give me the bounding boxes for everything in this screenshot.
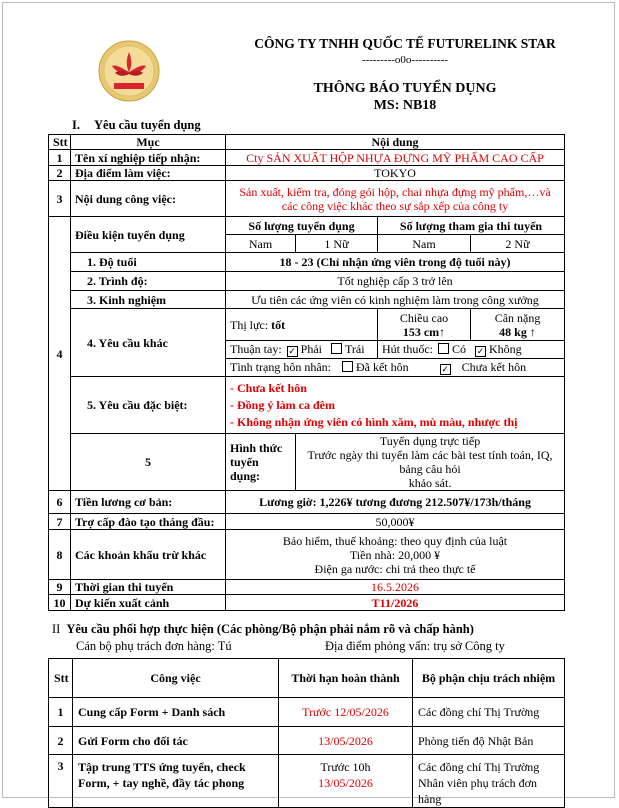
header-muc: Mục xyxy=(71,135,226,150)
row5-line3: khảo sát. xyxy=(408,476,452,490)
contact-person: Cán bộ phụ trách đơn hàng: Tú xyxy=(76,639,232,653)
row3-value xyxy=(226,181,565,217)
row7-stt: 7 xyxy=(49,514,71,530)
trinhdo-label: 2. Trình độ: xyxy=(71,272,226,291)
kinhnghiem-value: Ưu tiên các ứng viên có kinh nghiệm làm trong công xưởng xyxy=(226,291,565,309)
honnhan-cell xyxy=(226,359,565,377)
t2-row3-task xyxy=(73,755,279,808)
trai-checkbox[interactable] xyxy=(331,343,342,354)
document-code: MS: NB18 xyxy=(373,98,437,113)
dacbiet-line2: - Đồng ý làm ca đêm xyxy=(230,397,335,412)
thiluc-label: Thị lực: xyxy=(230,317,272,332)
hutthuoc-cell xyxy=(378,341,565,359)
company-logo xyxy=(98,40,160,102)
section-1-number: I. xyxy=(72,118,80,132)
dakethon-checkbox[interactable] xyxy=(342,361,353,372)
thiluc-cell xyxy=(226,309,378,341)
section-1-heading xyxy=(72,118,201,133)
row9-label: Thời gian thi tuyển xyxy=(71,580,226,595)
section-2-number: II xyxy=(52,622,61,636)
t2-header-congviec: Công việc xyxy=(73,659,279,698)
row6-stt: 6 xyxy=(49,491,71,514)
dacbiet-label: 5. Yêu cầu đặc biệt: xyxy=(71,377,226,434)
trai-label: Trái xyxy=(345,342,365,356)
t2-row3-deadline-line1: Trước 10h xyxy=(320,760,371,774)
yeucaukhac-label: 4. Yêu cầu khác xyxy=(71,309,226,377)
chieucao-value: 153 cm↑ xyxy=(402,324,446,339)
t2-row1-dept: Các đồng chí Thị Trường xyxy=(413,698,565,727)
t2-row3-task-line1: Tập trung TTS ứng tuyển, check xyxy=(78,760,246,774)
co-label: Có xyxy=(452,342,467,356)
dacbiet-line1: - Chưa kết hôn xyxy=(230,380,307,395)
section-1-title: Yêu cầu tuyển dụng xyxy=(94,118,201,132)
thuantay-cell xyxy=(226,341,378,359)
coordination-table xyxy=(48,658,565,808)
soluong-nu: 1 Nữ xyxy=(296,235,378,253)
t2-row3-dept-line1: Các đồng chí Thị Trường xyxy=(418,760,540,774)
t2-row2-task: Gửi Form cho đối tác xyxy=(73,727,279,755)
row6-label: Tiền lương cơ bản: xyxy=(71,491,226,514)
cannang-label: Cân nặng xyxy=(494,310,541,325)
chuakethon-label: Chưa kết hôn xyxy=(461,360,527,374)
row8-line3: Điện ga nước: chi trả theo thực tế xyxy=(314,561,476,576)
row8-line2: Tiền nhà: 20,000 ¥ xyxy=(349,547,441,562)
t2-row2-stt: 2 xyxy=(49,727,73,755)
row5-value xyxy=(296,434,565,491)
khong-checkbox-checked[interactable]: ✓ xyxy=(476,346,485,356)
t2-row1-deadline: Trước 12/05/2026 xyxy=(279,698,413,727)
row3-stt: 3 xyxy=(49,181,71,217)
t2-header-stt: Stt xyxy=(49,659,73,698)
requirements-table xyxy=(48,134,565,611)
document-title xyxy=(210,80,600,114)
honnhan-label: Tình trạng hôn nhân: xyxy=(230,360,331,374)
t2-row3-dept-line2: Nhân viên phụ trách đơn hàng xyxy=(418,776,537,806)
co-checkbox[interactable] xyxy=(438,343,449,354)
t2-header-thoihan: Thời hạn hoàn thành xyxy=(279,659,413,698)
company-name: CÔNG TY TNHH QUỐC TẾ FUTURELINK STAR xyxy=(254,36,556,51)
chieucao-cell xyxy=(378,309,471,341)
section-2-title: Yêu cầu phối hợp thực hiện (Các phòng/Bộ phận phải nắm rõ và chấp hành) xyxy=(66,622,474,636)
row1-value: Cty SẢN XUẤT HỘP NHỰA ĐỰNG MỸ PHẨM CAO CẤP xyxy=(226,150,565,166)
kinhnghiem-label: 3. Kinh nghiệm xyxy=(71,291,226,309)
khong-label: Không xyxy=(489,342,522,356)
row8-stt: 8 xyxy=(49,530,71,580)
row1-label: Tên xí nghiệp tiếp nhận: xyxy=(71,150,226,166)
row2-stt: 2 xyxy=(49,166,71,181)
chieucao-label: Chiều cao xyxy=(399,310,449,325)
cannang-value: 48 kg ↑ xyxy=(499,324,536,339)
t2-row1-task: Cung cấp Form + Danh sách xyxy=(73,698,279,727)
t2-row3-stt: 3 xyxy=(49,755,73,808)
row1-stt: 1 xyxy=(49,150,71,166)
row10-value: T11/2026 xyxy=(226,595,565,611)
row10-stt: 10 xyxy=(49,595,71,611)
t2-row3-deadline xyxy=(279,755,413,808)
t2-row3-dept xyxy=(413,755,565,808)
chuakethon-checkbox-checked[interactable]: ✓ xyxy=(441,364,449,374)
row3-value-line1: Sản xuất, kiểm tra, đóng gói hộp, chai nhựa đựng mỹ phẩm,…và xyxy=(239,184,551,199)
row5-stt: 5 xyxy=(71,434,226,491)
interview-location: Địa điểm phỏng vấn: trụ sở Công ty xyxy=(325,639,505,653)
thamgia-nu: 2 Nữ xyxy=(471,235,565,253)
dieukien-label: Điều kiện tuyển dụng xyxy=(71,217,226,253)
row8-line1: Bảo hiểm, thuế khoảng: theo quy định của luật xyxy=(282,533,508,548)
thiluc-value: tốt xyxy=(271,317,286,332)
dacbiet-value xyxy=(226,377,565,434)
phai-checkbox-checked[interactable]: ✓ xyxy=(288,346,296,356)
t2-row1-stt: 1 xyxy=(49,698,73,727)
title-text: THÔNG BÁO TUYỂN DỤNG xyxy=(313,81,497,96)
row3-label: Nội dung công việc: xyxy=(71,181,226,217)
cannang-cell xyxy=(471,309,565,341)
thamgia-nam: Nam xyxy=(378,235,471,253)
t2-header-bophan: Bộ phận chịu trách nhiệm xyxy=(413,659,565,698)
dacbiet-line3: - Không nhận ứng viên có hình xăm, mù màu, nhược thị xyxy=(230,414,518,429)
row3-value-line2: các công việc khác theo sự sắp xếp của công ty xyxy=(281,198,509,213)
thamgia-header: Số lượng tham gia thi tuyển xyxy=(378,217,565,235)
dotuoi-label: 1. Độ tuổi xyxy=(71,253,226,272)
row8-label: Các khoản khấu trừ khác xyxy=(71,530,226,580)
row7-value: 50,000¥ xyxy=(226,514,565,530)
t2-row3-task-line2: Form, + tay nghề, đầy tác phong xyxy=(78,776,245,790)
header-stt: Stt xyxy=(49,135,71,150)
section-2-heading xyxy=(52,622,474,637)
row5-line2: Trước ngày thi tuyển làm các bài test tính toán, IQ, bảng câu hỏi xyxy=(307,448,553,476)
row5-line1: Tuyển dụng trực tiếp xyxy=(379,434,481,448)
t2-row3-deadline-line2: 13/05/2026 xyxy=(318,776,373,790)
thuantay-label: Thuận tay: xyxy=(230,342,282,356)
row4-stt: 4 xyxy=(49,217,71,491)
row7-label: Trợ cấp đào tạo tháng đầu: xyxy=(71,514,226,530)
row6-value: Lương giờ: 1,226¥ tương đương 212.507¥/173h/tháng xyxy=(226,491,565,514)
t2-row2-dept: Phòng tiến độ Nhật Bản xyxy=(413,727,565,755)
hutthuoc-label: Hút thuốc: xyxy=(382,342,433,356)
row2-value: TOKYO xyxy=(226,166,565,181)
soluong-header: Số lượng tuyển dụng xyxy=(226,217,378,235)
t2-row2-deadline: 13/05/2026 xyxy=(279,727,413,755)
row9-stt: 9 xyxy=(49,580,71,595)
soluong-nam: Nam xyxy=(226,235,296,253)
phai-label: Phải xyxy=(300,342,322,356)
row10-label: Dự kiến xuất cảnh xyxy=(71,595,226,611)
row9-value: 16.5.2026 xyxy=(226,580,565,595)
row8-value xyxy=(226,530,565,580)
row2-label: Địa điểm làm việc: xyxy=(71,166,226,181)
row5-label: Hình thức tuyển dụng: xyxy=(226,434,296,491)
separator: ---------o0o---------- xyxy=(361,54,449,66)
trinhdo-value: Tốt nghiệp cấp 3 trở lên xyxy=(226,272,565,291)
header-noidung: Nội dung xyxy=(226,135,565,150)
dotuoi-value: 18 - 23 (Chỉ nhận ứng viên trong độ tuổi này) xyxy=(226,253,565,272)
dakethon-label: Đã kết hôn xyxy=(355,360,409,374)
